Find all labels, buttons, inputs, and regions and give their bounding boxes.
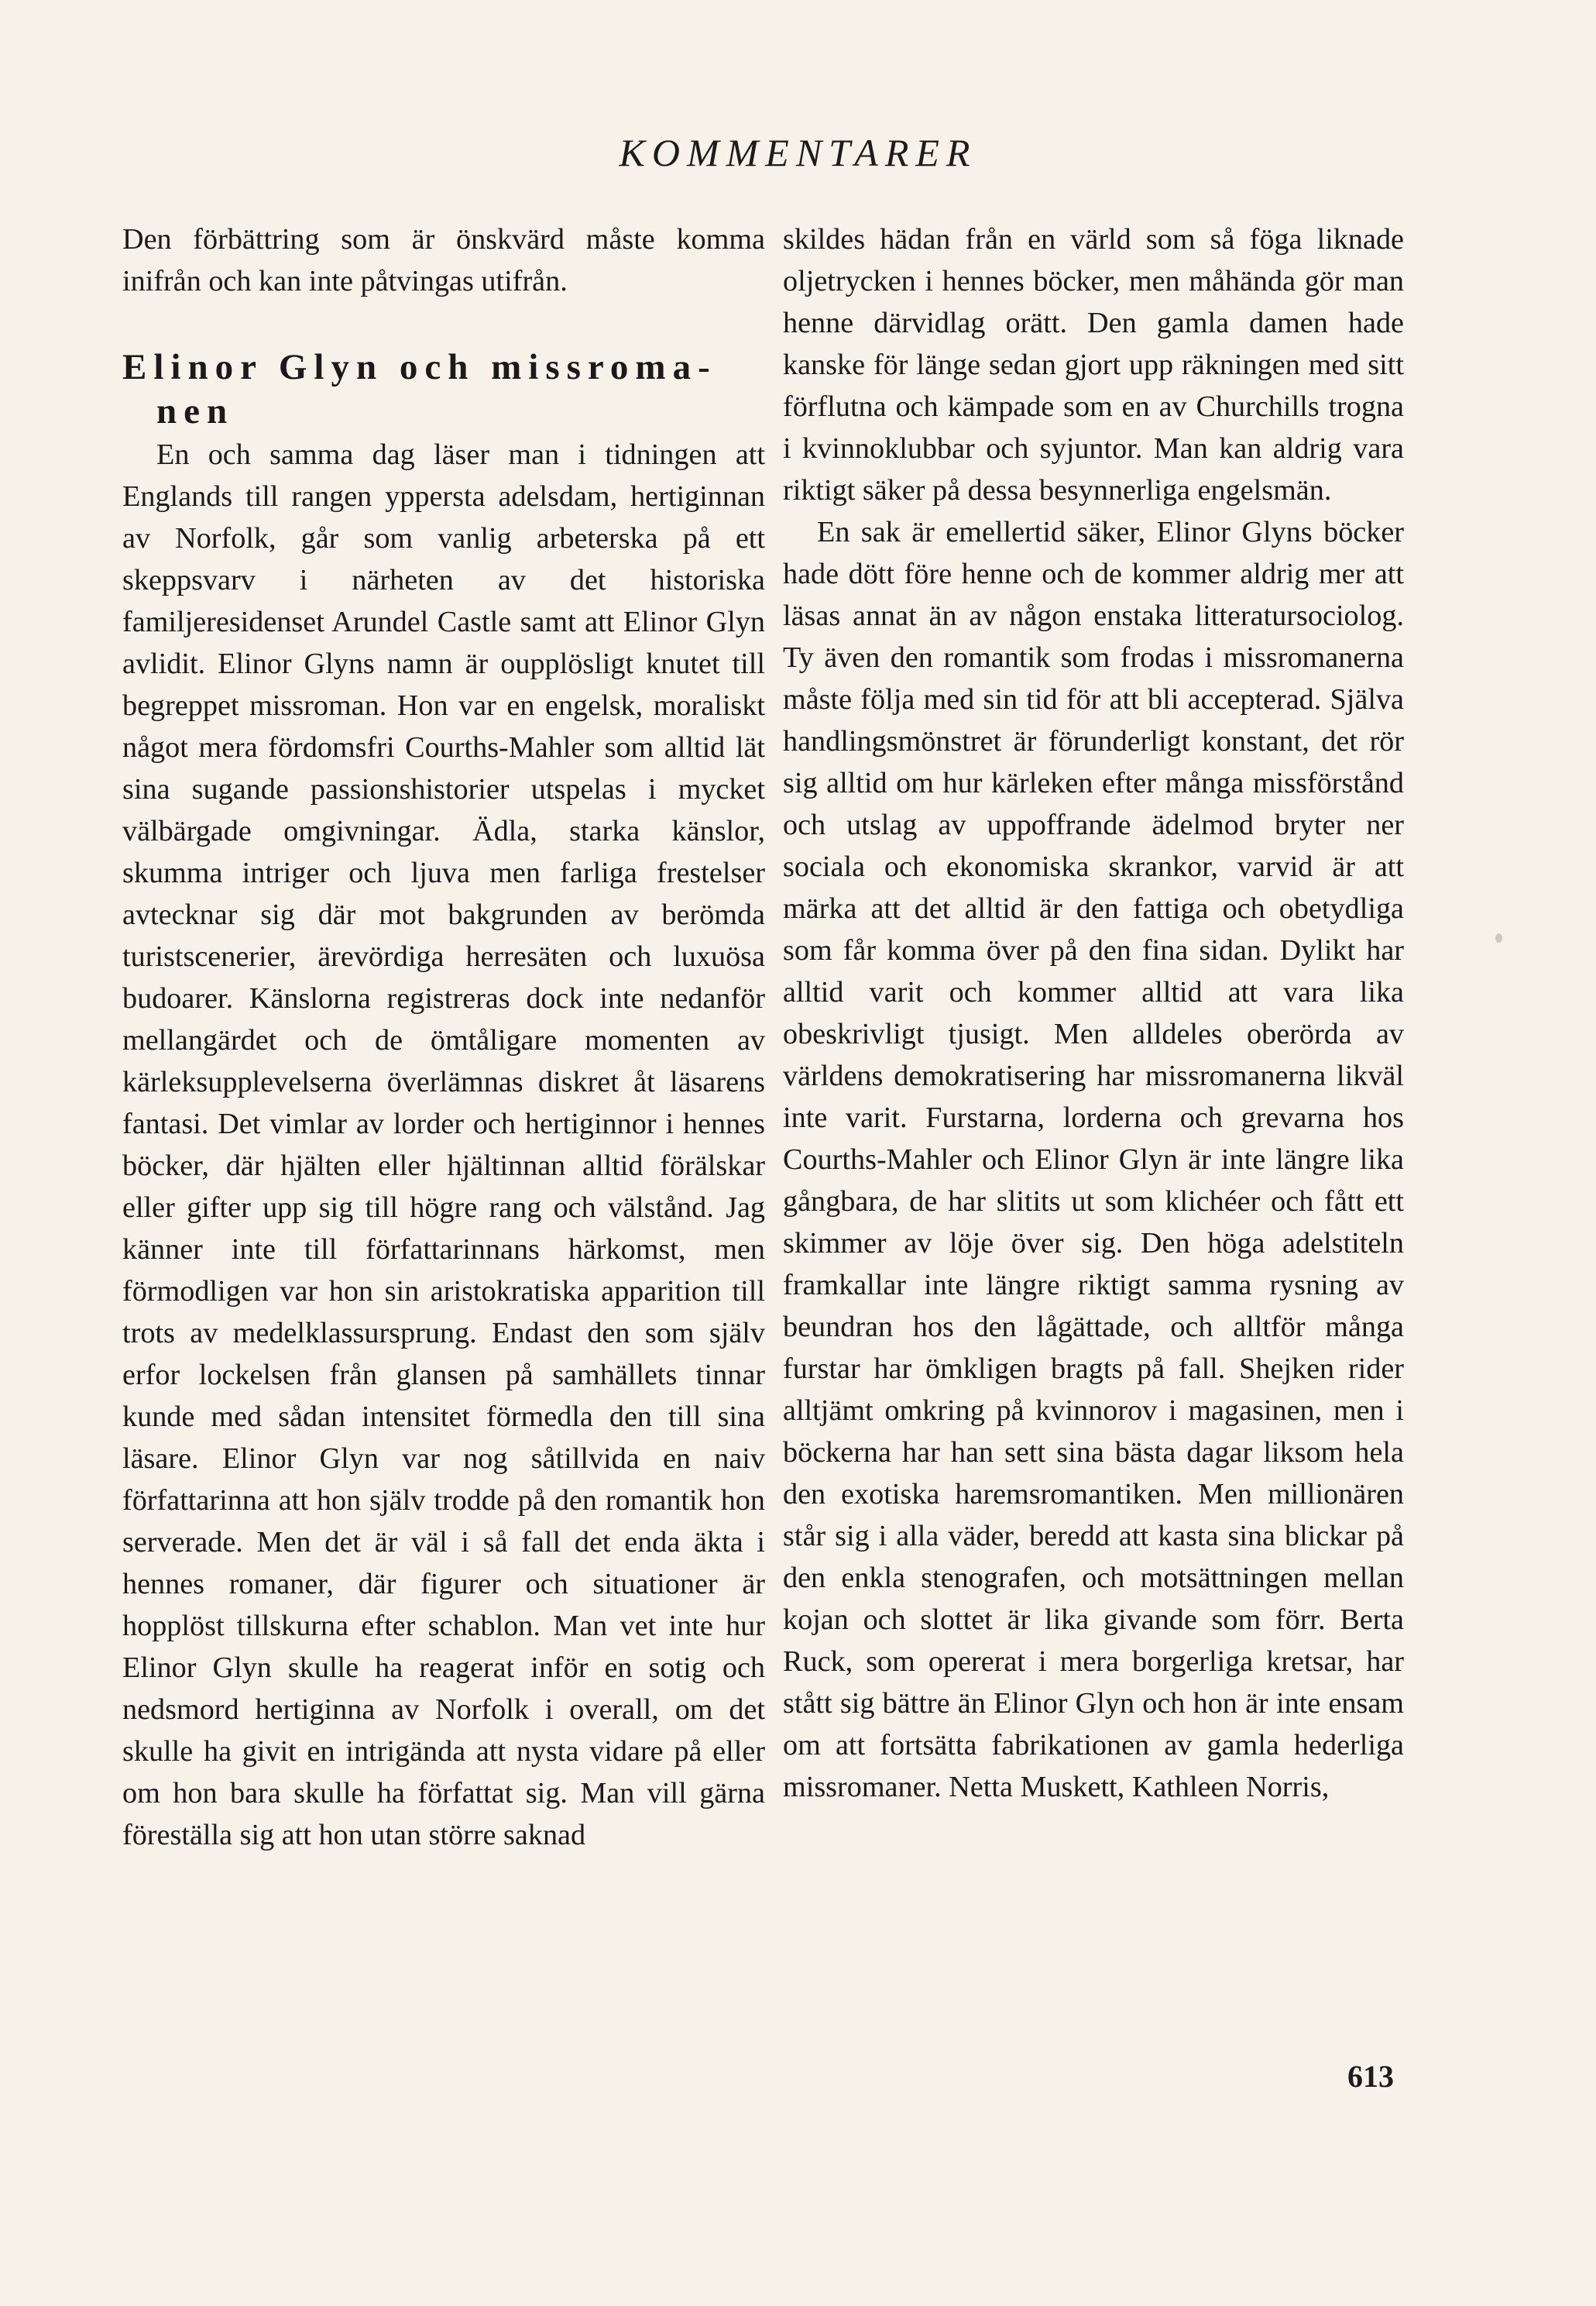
continued-paragraph: skildes hädan från en värld som så föga liknade oljetrycken i hennes böcker, men måhända gör man henne därvidlag orätt. Den gamla damen hade kanske för länge sedan gjort upp räkningen med sitt förflutna och kämpade som en av Churchills trogna i kvinnoklubbar och syjuntor. Man kan aldrig vara riktigt säker på dessa besynnerliga engelsmän. [783,223,1404,507]
page-number: 613 [1347,2059,1394,2094]
right-column [783,218,1404,1808]
section-heading-line-2: nen [156,391,235,431]
section-heading-line-1: Elinor Glyn och missroma- [122,347,717,387]
left-column [122,218,765,1856]
body-paragraph: En och samma dag läser man i tidningen att Englands till rangen yppersta adelsdam, hertiginnan av Norfolk, går som vanlig arbeterska på ett skeppsvarv i närheten av det historiska familjeresidenset Arundel Castle samt att Elinor Glyn avlidit. Elinor Glyns namn är oupplösligt knutet till begreppet missroman. Hon var en engelsk, moraliskt något mera fördomsfri Courths-Mahler som alltid lät sina sugande passionshistorier utspelas i mycket välbärgade omgivningar. Ädla, starka känslor, skumma intriger och ljuva men farliga frestelser avtecknar sig där mot bakgrunden av berömda turistscenerier, ärevördiga herresäten och luxuösa budoarer. Känslorna registreras dock inte nedanför mellangärdet och de ömtåligare momenten av kärleksupplevelserna överlämnas diskret åt läsarens fantasi. Det vimlar av lorder och hertiginnor i hennes böcker, där hjälten eller hjältinnan alltid förälskar eller gifter upp sig till högre rang och välstånd. Jag känner inte till författarinnans härkomst, men förmodligen var hon sin aristokratiska apparition till trots av medelklassursprung. Endast den som själv erfor lockelsen från glansen på samhällets tinnar kunde med sådan intensitet förmedla den till sina läsare. Elinor Glyn var nog såtillvida en naiv författarinna att hon själv trodde på den romantik hon serverade. Men det är väl i så fall det enda äkta i hennes romaner, där figurer och situationer är hopplöst tillskurna efter schablon. Man vet inte hur Elinor Glyn skulle ha reagerat inför en sotig och nedsmord hertiginna av Norfolk i overall, om det skulle ha givit en intrigända att nysta vidare på eller om hon bara skulle ha författat sig. Man vill gärna föreställa sig att hon utan större saknad [122,438,765,1851]
margin-speck [1495,933,1502,943]
opening-paragraph: Den förbättring som är önskvärd måste komma inifrån och kan inte påtvingas utifrån. [122,223,765,297]
body-paragraph-2: En sak är emellertid säker, Elinor Glyns böcker hade dött före henne och de kommer aldrig mer att läsas annat än av någon enstaka litteratursociolog. Ty även den romantik som frodas i missromanerna måste följa med sin tid för att bli accepterad. Själva handlingsmönstret är förunderligt konstant, det rör sig alltid om hur kärleken efter många missförstånd och utslag av uppoffrande ädelmod bryter ner sociala och ekonomiska skrankor, varvid är att märka att det alltid är den fattiga och obetydliga som får komma över på den fina sidan. Dylikt har alltid varit och kommer alltid att vara lika obeskrivligt tjusigt. Men alldeles oberörda av världens demokratisering har missromanerna likväl inte varit. Furstarna, lorderna och grevarna hos Courths-Mahler och Elinor Glyn är inte längre lika gångbara, de har slitits ut som klichéer och fått ett skimmer av löje över sig. Den höga adelstiteln framkallar inte längre riktigt samma rysning av beundran hos den lågättade, och alltför många furstar har ömkligen bragts på fall. Shejken rider alltjämt omkring på kvinnorov i magasinen, men i böckerna har han sett sina bästa dagar liksom hela den exotiska haremsromantiken. Men millionären står sig i alla väder, beredd att kasta sina blickar på den enkla stenografen, och motsättningen mellan kojan och slottet är lika givande som förr. Berta Ruck, som opererat i mera borgerliga kretsar, har stått sig bättre än Elinor Glyn och hon är inte ensam om att fortsätta fabrikationen av gamla hederliga missromaner. Netta Muskett, Kathleen Norris, [783,516,1404,1803]
running-head: KOMMENTARER [619,131,977,174]
section-heading [122,345,765,434]
